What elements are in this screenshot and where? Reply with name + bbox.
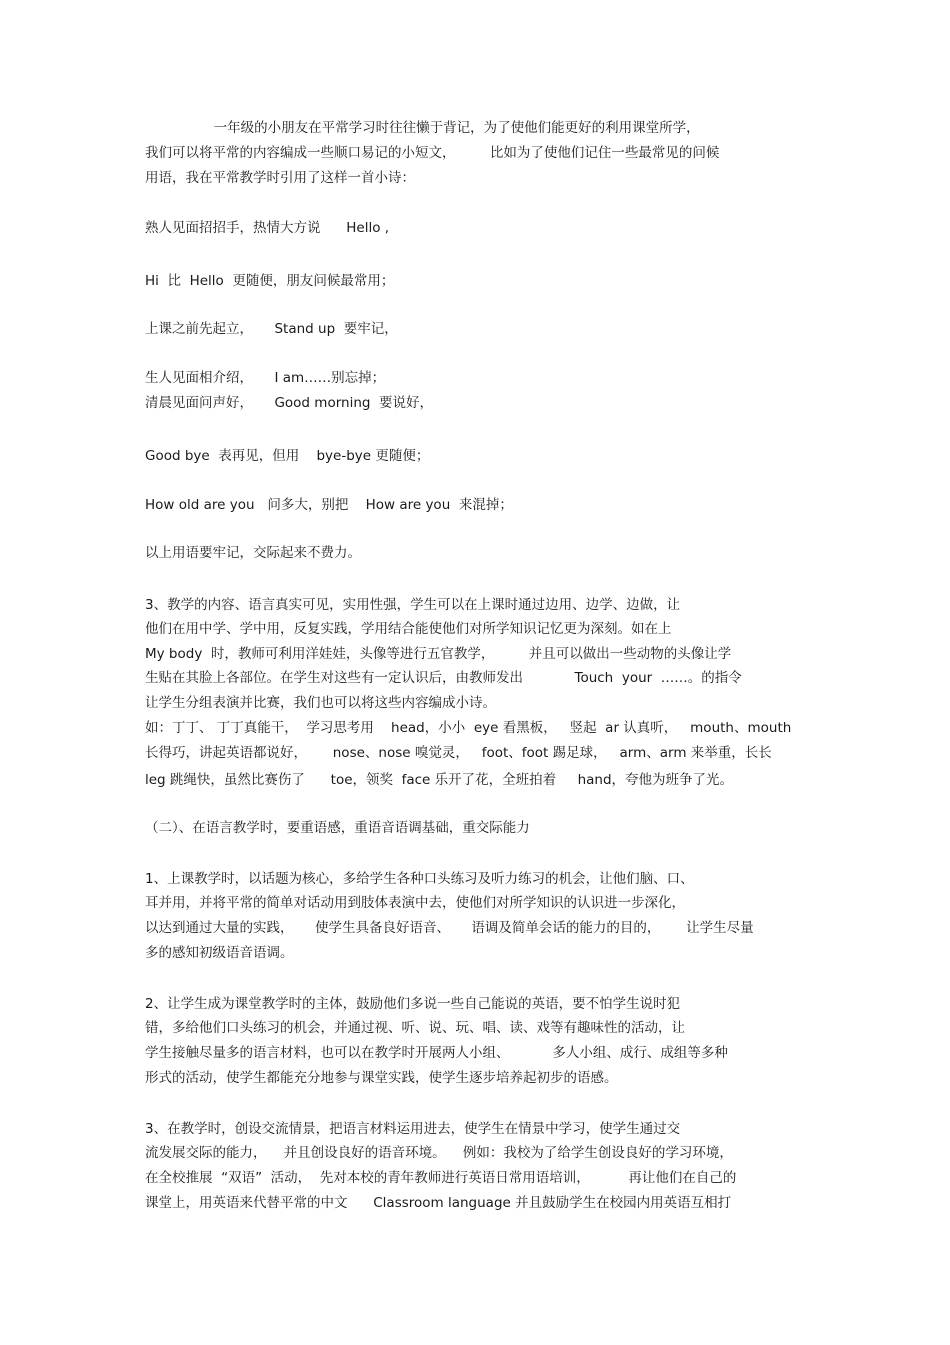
text-line: 在全校推展 “双语” 活动， 先对本校的青年教师进行英语日常用语培训， 再让他们在自己的 bbox=[145, 1170, 737, 1186]
text-line: 一年级的小朋友在平常学习时往往懒于背记，为了使他们能更好的利用课堂所学， bbox=[145, 120, 700, 136]
text-line: 形式的活动，使学生都能充分地参与课堂实践，使学生逐步培养起初步的语感。 bbox=[145, 1070, 618, 1086]
text-line: 我们可以将平常的内容编成一些顺口易记的小短文， 比如为了使他们记住一些最常见的问候 bbox=[145, 145, 720, 161]
text-line: 清晨见面问声好， Good morning 要说好， bbox=[145, 395, 434, 411]
text-line: 学生接触尽量多的语言材料，也可以在教学时开展两人小组、 多人小组、成行、成组等多种 bbox=[145, 1045, 728, 1061]
text-line: 长得巧，讲起英语都说好， nose、nose 嗅觉灵， foot、foot 踢足球， arm、arm 来举重，长长 bbox=[145, 745, 772, 761]
text-line: 课堂上，用英语来代替平常的中文 Classroom language 并且鼓励学生在校园内用英语互相打 bbox=[145, 1195, 732, 1211]
text-line: 如：丁丁、 丁丁真能干， 学习思考用 head，小小 eye 看黑板， 竖起 ar 认真听， mouth、mouth bbox=[145, 720, 792, 736]
text-line: 以上用语要牢记，交际起来不费力。 bbox=[145, 545, 361, 561]
text-line: Good bye 表再见，但用 bye-bye 更随便； bbox=[145, 448, 430, 464]
text-line: 用语，我在平常教学时引用了这样一首小诗： bbox=[145, 170, 415, 186]
text-line: 以达到通过大量的实践， 使学生具备良好语音、 语调及简单会话的能力的目的， 让学生尽量 bbox=[145, 920, 754, 936]
text-line: How old are you 问多大，别把 How are you 来混掉； bbox=[145, 497, 513, 513]
text-line: 熟人见面招招手，热情大方说 Hello , bbox=[145, 220, 390, 236]
text-line: leg 跳绳快，虽然比赛伤了 toe，领奖 face 乐开了花，全班拍着 hand，夸他为班争了光。 bbox=[145, 772, 734, 788]
text-line: 他们在用中学、学中用，反复实践，学用结合能使他们对所学知识记忆更为深刻。如在上 bbox=[145, 621, 672, 637]
text-line: 上课之前先起立， Stand up 要牢记， bbox=[145, 321, 398, 337]
text-line: 2、让学生成为课堂教学时的主体，鼓励他们多说一些自己能说的英语，要不怕学生说时犯 bbox=[145, 996, 681, 1012]
section-heading: （二）、在语言教学时，要重语感，重语音语调基础，重交际能力 bbox=[145, 820, 530, 836]
text-line: 耳并用，并将平常的简单对话动用到肢体表演中去，使他们对所学知识的认识进一步深化， bbox=[145, 895, 685, 911]
text-line: 流发展交际的能力， 并且创设良好的语音环境。 例如：我校为了给学生创设良好的学习环境， bbox=[145, 1145, 733, 1161]
text-line: 生人见面相介绍， I am……别忘掉； bbox=[145, 370, 386, 386]
text-line: My body 时，教师可利用洋娃娃，头像等进行五官教学， 并且可以做出一些动物的头像让学 bbox=[145, 646, 732, 662]
text-line: Hi 比 Hello 更随便，朋友问候最常用； bbox=[145, 273, 395, 289]
text-line: 3、在教学时，创设交流情景，把语言材料运用进去，使学生在情景中学习，使学生通过交 bbox=[145, 1121, 681, 1137]
text-line: 多的感知初级语音语调。 bbox=[145, 945, 294, 961]
text-line: 错，多给他们口头练习的机会，并通过视、听、说、玩、唱、读、戏等有趣味性的活动，让 bbox=[145, 1020, 685, 1036]
text-line: 让学生分组表演并比赛，我们也可以将这些内容编成小诗。 bbox=[145, 695, 496, 711]
text-line: 3、教学的内容、语言真实可见，实用性强，学生可以在上课时通过边用、边学、边做，让 bbox=[145, 597, 681, 613]
text-line: 1、上课教学时，以话题为核心，多给学生各种口头练习及听力练习的机会，让他们脑、口、 bbox=[145, 871, 694, 887]
text-line: 生贴在其脸上各部位。在学生对这些有一定认识后，由教师发出 Touch your ……。的指令 bbox=[145, 670, 742, 686]
